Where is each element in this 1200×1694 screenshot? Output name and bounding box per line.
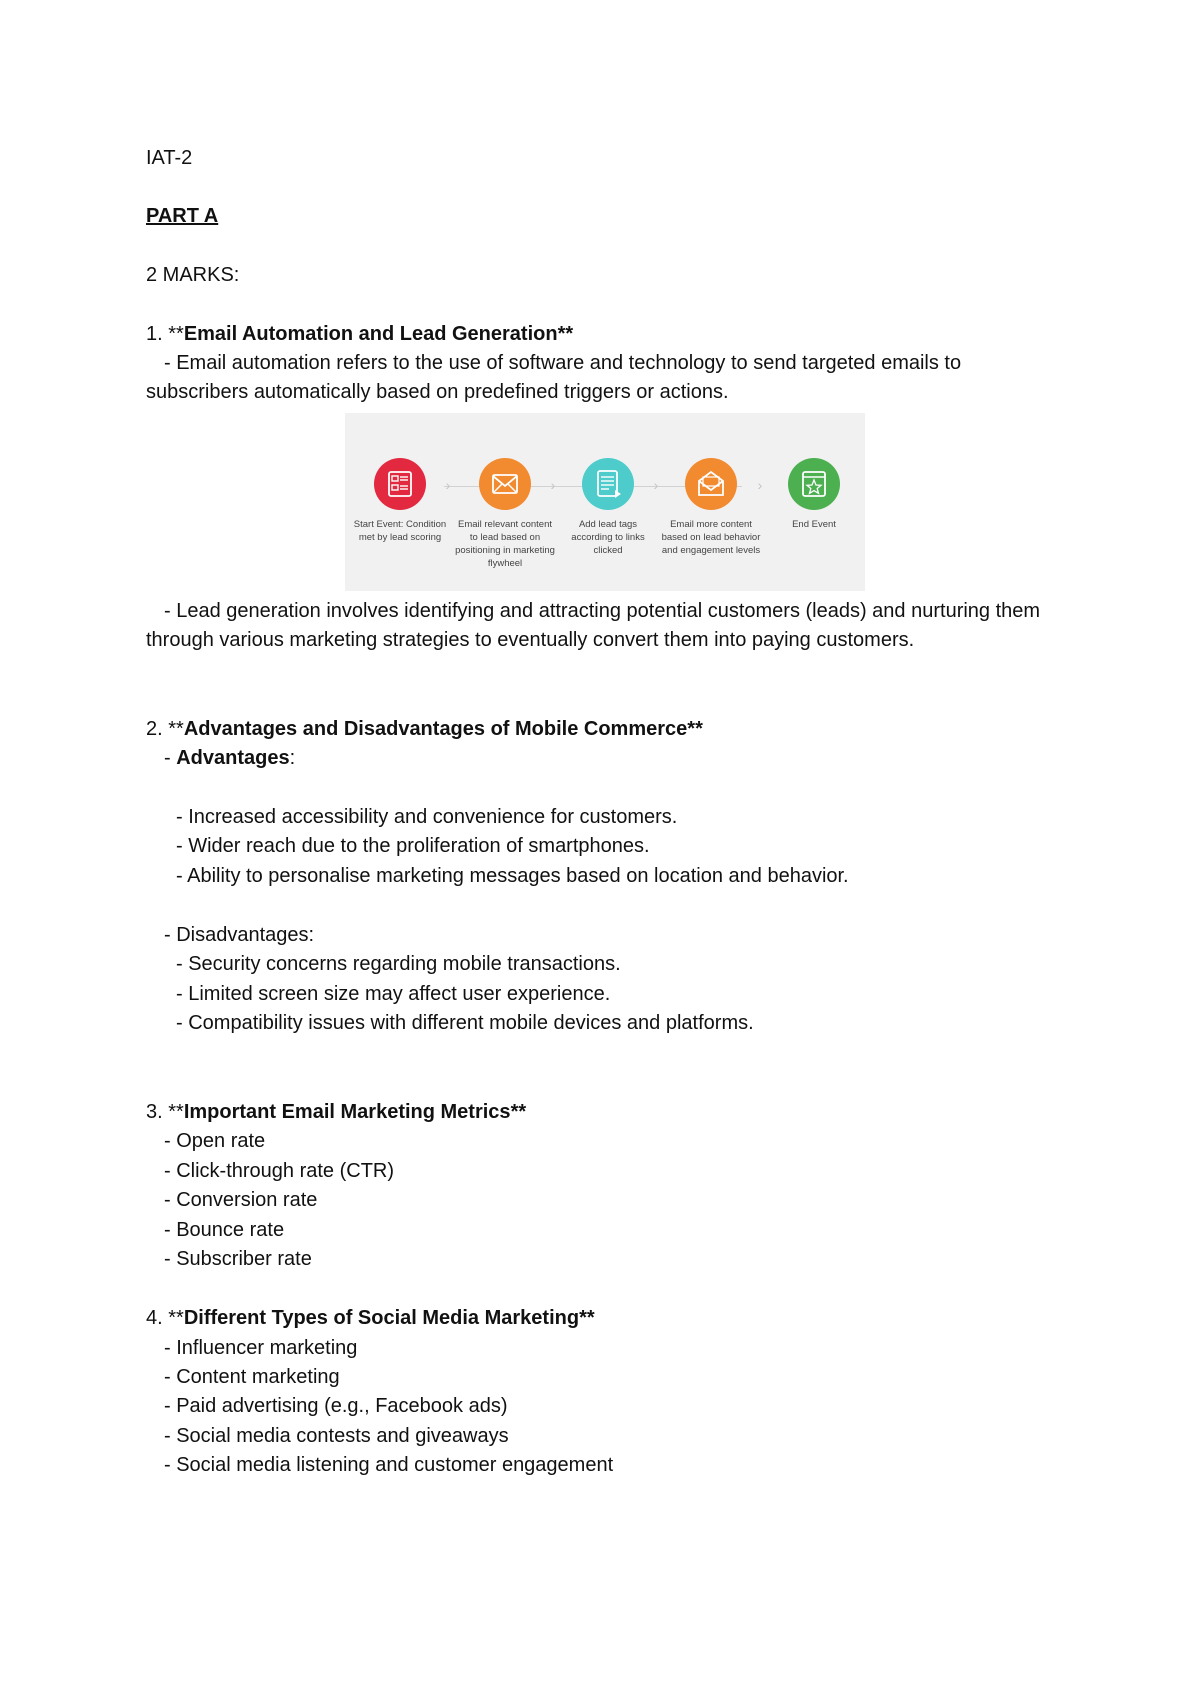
q2-number: 2. ** (146, 718, 184, 740)
advantage-item: - Wider reach due to the proliferation of smartphones. (176, 835, 650, 857)
chevron-right-icon: › (550, 477, 556, 493)
part-heading: PART A (146, 205, 219, 227)
disadvantage-item: - Security concerns regarding mobile transactions. (176, 953, 621, 975)
q2-heading (146, 717, 703, 741)
envelope-icon (479, 458, 531, 510)
chevron-right-icon: › (757, 477, 763, 493)
chevron-right-icon: › (653, 477, 659, 493)
social-media-type-item: - Content marketing (164, 1366, 340, 1388)
open-envelope-icon (685, 458, 737, 510)
social-media-type-item: - Social media contests and giveaways (164, 1425, 509, 1447)
step-circle (685, 458, 737, 510)
advantages-label: - Advantages: (164, 747, 296, 769)
social-media-type-item: - Social media listening and customer engagement (164, 1454, 614, 1476)
advantage-item: - Increased accessibility and convenience for customers. (176, 806, 678, 828)
social-media-type-item: - Influencer marketing (164, 1337, 358, 1359)
list-document-icon (374, 458, 426, 510)
step-circle (479, 458, 531, 510)
social-media-type-item: - Paid advertising (e.g., Facebook ads) (164, 1395, 508, 1417)
q1-suffix: ** (557, 323, 574, 345)
q2-suffix: ** (687, 718, 703, 740)
q1-number: 1. ** (146, 323, 184, 345)
q1-heading (146, 322, 573, 346)
metric-item: - Open rate (164, 1130, 266, 1152)
q3-number: 3. ** (146, 1101, 184, 1123)
step-caption: Start Event: Condition met by lead scoring (353, 519, 447, 543)
chevron-right-icon: › (445, 477, 451, 493)
advantage-item: - Ability to personalise marketing messages based on location and behavior. (176, 865, 849, 887)
q1-title: Email Automation and Lead Generation (183, 323, 558, 345)
q1-lead-generation-paragraph: - Lead generation involves identifying and attracting potential customers (leads) and nurturing them through various marketing strategies to eventually convert them into paying customers. (146, 600, 1041, 651)
q2-title: Advantages and Disadvantages of Mobile Commerce (183, 718, 688, 740)
metric-item: - Bounce rate (164, 1219, 285, 1241)
step-circle (788, 458, 840, 510)
q4-suffix: ** (579, 1307, 595, 1329)
disadvantages-label: - Disadvantages: (164, 924, 315, 946)
metric-item: - Subscriber rate (164, 1248, 312, 1270)
step-caption: Email more content based on lead behavior and engagement levels (661, 519, 761, 556)
marks-heading: 2 MARKS: (146, 264, 240, 286)
q3-title: Important Email Marketing Metrics (183, 1101, 511, 1123)
tag-document-icon (582, 458, 634, 510)
q3-suffix: ** (510, 1101, 527, 1123)
disadvantage-item: - Compatibility issues with different mobile devices and platforms. (176, 1012, 754, 1034)
q1-email-automation-paragraph: - Email automation refers to the use of software and technology to send targeted emails to subscribers automatically based on predefined triggers or actions. (146, 352, 962, 403)
q4-title: Different Types of Social Media Marketing (183, 1307, 580, 1329)
email-automation-flow-diagram (345, 413, 865, 591)
star-badge-icon (788, 458, 840, 510)
step-caption: Add lead tags according to links clicked (571, 519, 645, 556)
q4-number: 4. ** (146, 1307, 184, 1329)
q3-heading (146, 1100, 526, 1124)
step-circle (582, 458, 634, 510)
q4-heading (146, 1306, 595, 1330)
step-circle (374, 458, 426, 510)
disadvantage-item: - Limited screen size may affect user experience. (176, 983, 611, 1005)
metric-item: - Click-through rate (CTR) (164, 1160, 395, 1182)
document-header: IAT-2 (146, 147, 193, 169)
step-caption: Email relevant content to lead based on positioning in marketing flywheel (455, 519, 555, 569)
metric-item: - Conversion rate (164, 1189, 318, 1211)
step-caption: End Event (792, 519, 836, 530)
